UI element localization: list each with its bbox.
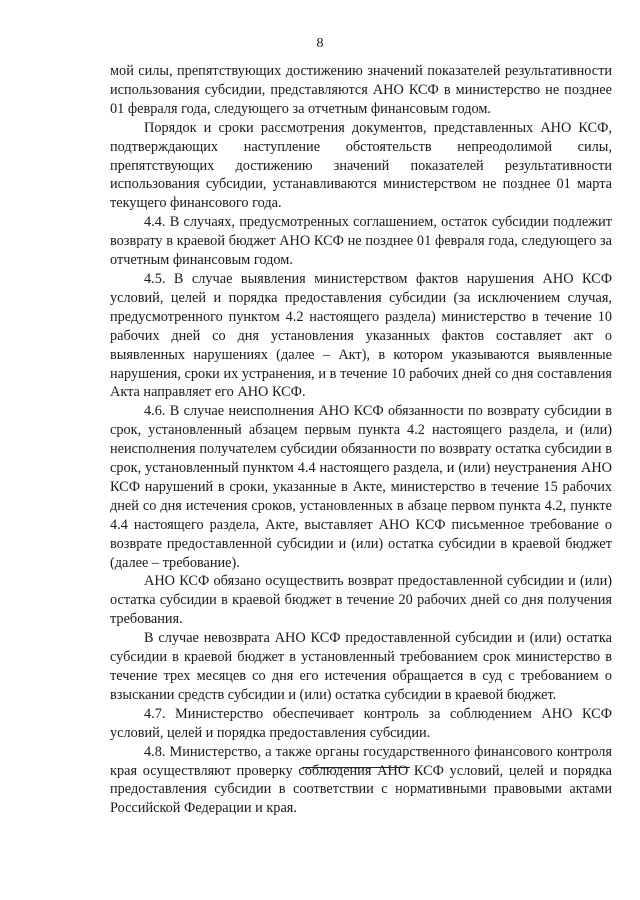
page-number: 8 [316, 36, 324, 51]
paragraph-4-5: 4.5. В случае выявления министерством фактов нарушения АНО КСФ условий, целей и порядка предоставления субсидии (за исключением случая, предусмотренного пунктом 4.2 настоящего раздела) министерство в течение 10 рабочих дней со дня установления указанных фактов составляет акт о выявленных нарушениях (далее – Акт), в котором указываются выявленные нарушения, сроки их устранения, и в течение 10 рабочих дней со дня составления Акта направляет его АНО КСФ. [110, 270, 612, 401]
paragraph-4-6: 4.6. В случае неисполнения АНО КСФ обязанности по возврату субсидии в срок, установленный абзацем первым пункта 4.2 настоящего раздела, и (или) неисполнения получателем субсидии обязанности по возврату остатка субсидии в срок, установленный пунктом 4.4 настоящего раздела, и (или) неустранения АНО КСФ нарушений в сроки, указанные в Акте, министерство в течение 15 рабочих дней со дня истечения сроков, установленных в абзаце первом пункта 4.2, пункте 4.4 настоящего раздела, Акте, выставляет АНО КСФ письменное требование о возврате предоставленной субсидии и (или) остатка субсидии в краевой бюджет (далее – требование). [110, 403, 612, 571]
paragraph-non-refund: В случае невозврата АНО КСФ предоставленной субсидии и (или) остатка субсидии в краевой бюджет в установленный требованием срок министерство в течение трех месяцев со дня его истечения обращается в суд с требованием о взыскании средств субсидии и (или) остатка субсидии в краевой бюджет. [110, 630, 612, 703]
paragraph-4-8: 4.8. Министерство, а также органы государственного финансового контроля края осуществляют проверку соблюдения АНО КСФ условий, целей и порядка предоставления субсидии в соответствии с нормативными правовыми актами Российской Федерации и края. [110, 743, 612, 817]
paragraph-4-7: 4.7. Министерство обеспечивает контроль за соблюдением АНО КСФ условий, целей и порядка предоставления субсидии. [110, 705, 612, 741]
paragraph-refund-obligation: АНО КСФ обязано осуществить возврат предоставленной субсидии и (или) остатка субсидии в краевой бюджет в течение 20 рабочих дней со дня получения требования. [110, 573, 612, 628]
document-body [110, 62, 612, 818]
closing-divider [302, 767, 410, 768]
paragraph-continuation: мой силы, препятствующих достижению значений показателей результативности использования субсидии, представляются АНО КСФ в министерство не позднее 01 февраля года, следующего за отчетным финансовым годом. [110, 63, 612, 117]
paragraph-4-4: 4.4. В случаях, предусмотренных соглашением, остаток субсидии подлежит возврату в краевой бюджет АНО КСФ не позднее 01 февраля года, следующего за отчетным финансовым годом. [110, 214, 612, 269]
paragraph-review-procedure: Порядок и сроки рассмотрения документов, представленных АНО КСФ, подтверждающих наступление обстоятельств непреодолимой силы, препятствующих достижению значений показателей результативности использования субсидии, устанавливаются министерством не позднее 01 марта текущего финансового года. [110, 119, 612, 212]
